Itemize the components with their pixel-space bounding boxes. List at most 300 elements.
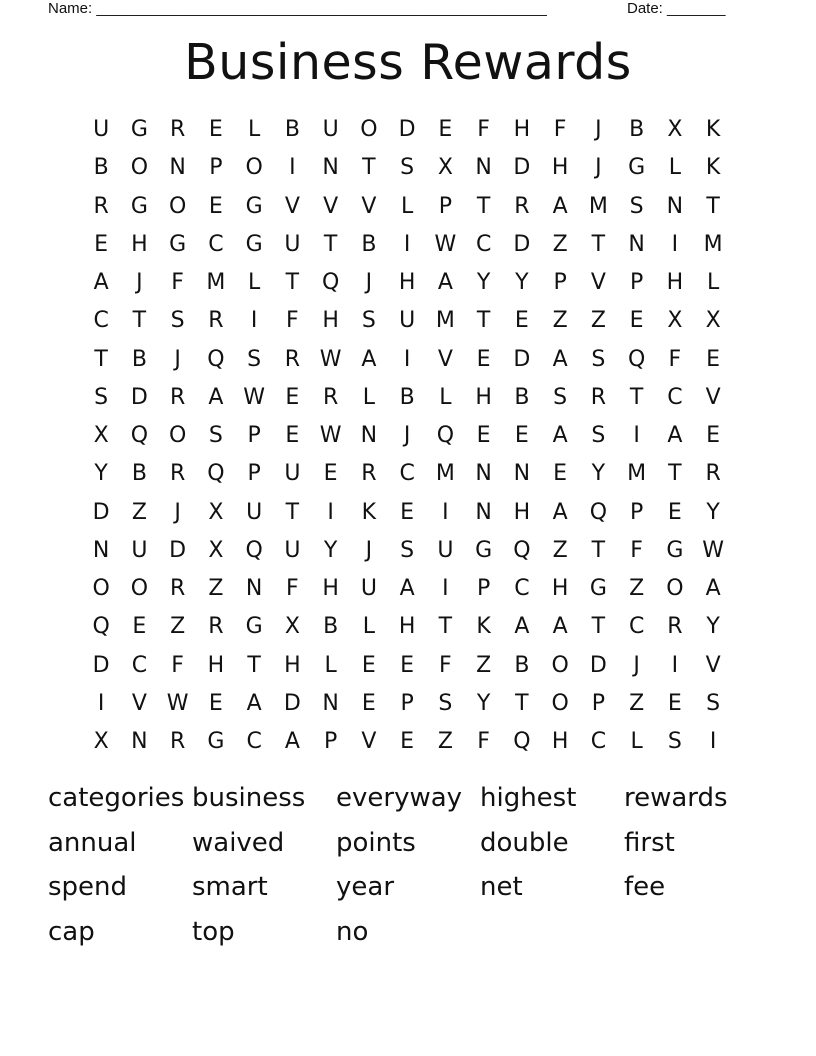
grid-letter[interactable]: V: [705, 652, 721, 678]
grid-letter[interactable]: E: [94, 231, 109, 257]
grid-letter[interactable]: A: [667, 423, 683, 448]
grid-letter[interactable]: T: [94, 346, 108, 372]
grid-letter[interactable]: I: [709, 729, 717, 754]
grid-letter[interactable]: Y: [476, 690, 491, 716]
grid-letter[interactable]: P: [591, 690, 606, 716]
grid-letter[interactable]: V: [437, 346, 453, 372]
grid-letter[interactable]: X: [93, 423, 109, 448]
grid-letter[interactable]: E: [208, 690, 223, 716]
grid-letter[interactable]: T: [285, 499, 300, 525]
grid-letter[interactable]: L: [668, 155, 681, 181]
grid-letter[interactable]: L: [439, 384, 452, 410]
grid-letter[interactable]: P: [438, 193, 453, 219]
grid-letter[interactable]: Z: [476, 652, 492, 678]
grid-letter[interactable]: G: [130, 193, 148, 219]
grid-letter[interactable]: T: [591, 537, 606, 563]
grid-letter[interactable]: I: [442, 499, 449, 525]
grid-letter[interactable]: Z: [208, 576, 224, 601]
grid-letter[interactable]: D: [283, 690, 301, 716]
word-list-item: double: [480, 827, 569, 858]
grid-letter[interactable]: D: [513, 346, 531, 372]
grid-letter[interactable]: G: [475, 537, 493, 563]
grid-letter[interactable]: F: [286, 576, 299, 601]
grid-letter[interactable]: J: [633, 652, 640, 678]
grid-letter[interactable]: Q: [92, 614, 110, 640]
grid-letter[interactable]: E: [667, 690, 682, 716]
grid-letter[interactable]: H: [551, 576, 569, 601]
grid-letter[interactable]: S: [361, 308, 376, 334]
grid-letter[interactable]: B: [399, 384, 415, 410]
grid-letter[interactable]: W: [702, 537, 724, 563]
grid-letter[interactable]: S: [629, 193, 644, 219]
grid-letter[interactable]: C: [628, 614, 645, 640]
grid-letter[interactable]: A: [437, 270, 453, 295]
grid-letter[interactable]: R: [169, 117, 186, 142]
grid-letter[interactable]: T: [285, 270, 300, 295]
grid-letter[interactable]: P: [247, 423, 261, 448]
grid-letter[interactable]: O: [168, 423, 187, 448]
grid-letter[interactable]: G: [207, 729, 225, 754]
grid-letter[interactable]: E: [514, 308, 529, 334]
grid-letter[interactable]: P: [247, 461, 261, 487]
grid-letter[interactable]: D: [398, 117, 416, 142]
grid-letter[interactable]: C: [514, 576, 530, 601]
grid-letter[interactable]: S: [706, 690, 721, 716]
word-list-item: first: [624, 827, 675, 858]
grid-letter[interactable]: R: [667, 614, 683, 640]
word-list-item: rewards: [624, 783, 728, 813]
grid-letter[interactable]: M: [206, 270, 226, 295]
grid-letter[interactable]: Y: [706, 614, 720, 640]
grid-letter[interactable]: V: [323, 193, 339, 219]
grid-letter[interactable]: D: [589, 652, 607, 678]
grid-letter[interactable]: B: [514, 384, 530, 410]
grid-letter[interactable]: P: [209, 155, 223, 181]
grid-letter[interactable]: O: [360, 117, 378, 142]
grid-letter[interactable]: L: [362, 614, 375, 640]
grid-letter[interactable]: U: [284, 537, 301, 563]
grid-letter[interactable]: V: [590, 270, 606, 295]
grid-letter[interactable]: L: [706, 270, 720, 295]
grid-letter[interactable]: R: [590, 384, 607, 410]
grid-letter[interactable]: L: [400, 193, 414, 219]
grid-letter[interactable]: J: [174, 499, 181, 525]
grid-letter[interactable]: T: [706, 193, 720, 219]
grid-letter[interactable]: Q: [207, 346, 225, 372]
grid-letter[interactable]: E: [132, 614, 147, 640]
grid-letter[interactable]: S: [591, 346, 606, 372]
grid-letter[interactable]: L: [362, 384, 375, 410]
grid-letter[interactable]: I: [97, 690, 105, 716]
grid-letter[interactable]: O: [168, 193, 187, 219]
grid-letter[interactable]: H: [322, 576, 339, 601]
grid-letter[interactable]: D: [92, 499, 110, 525]
grid-letter[interactable]: W: [434, 231, 457, 257]
grid-letter[interactable]: D: [513, 231, 531, 257]
grid-letter[interactable]: U: [284, 461, 301, 487]
grid-letter[interactable]: N: [475, 155, 492, 181]
grid-letter[interactable]: R: [208, 614, 224, 640]
grid-letter[interactable]: B: [629, 117, 645, 142]
grid-letter[interactable]: A: [705, 576, 721, 601]
grid-letter[interactable]: I: [633, 423, 640, 448]
grid-letter[interactable]: C: [399, 461, 415, 487]
grid-letter[interactable]: H: [513, 117, 531, 142]
grid-letter[interactable]: T: [629, 384, 644, 410]
grid-letter[interactable]: X: [208, 537, 224, 563]
grid-letter[interactable]: N: [92, 537, 110, 563]
grid-letter[interactable]: M: [435, 461, 455, 487]
grid-letter[interactable]: F: [668, 346, 682, 372]
grid-letter[interactable]: C: [208, 231, 224, 257]
grid-letter[interactable]: U: [93, 117, 110, 142]
grid-letter[interactable]: I: [403, 346, 411, 372]
grid-letter[interactable]: V: [361, 193, 377, 219]
grid-letter[interactable]: J: [136, 270, 143, 295]
grid-letter[interactable]: P: [629, 270, 644, 295]
grid-letter[interactable]: T: [247, 652, 261, 678]
grid-letter[interactable]: S: [247, 346, 262, 372]
grid-letter[interactable]: Z: [552, 537, 568, 563]
grid-letter[interactable]: J: [365, 537, 373, 563]
grid-letter[interactable]: U: [437, 537, 454, 563]
grid-letter[interactable]: M: [588, 193, 608, 219]
grid-letter[interactable]: E: [476, 423, 491, 448]
grid-letter[interactable]: M: [627, 461, 647, 487]
grid-letter[interactable]: H: [398, 614, 416, 640]
grid-letter[interactable]: P: [323, 729, 338, 754]
grid-letter[interactable]: N: [475, 461, 492, 487]
grid-letter[interactable]: Z: [629, 576, 645, 601]
grid-letter[interactable]: N: [666, 193, 684, 219]
grid-letter[interactable]: O: [666, 576, 684, 601]
grid-letter[interactable]: X: [437, 155, 453, 181]
name-field[interactable]: Name: ______________________________________________________: [48, 0, 547, 17]
grid-letter[interactable]: J: [403, 423, 411, 448]
grid-letter[interactable]: R: [514, 193, 530, 219]
grid-letter[interactable]: Y: [515, 270, 529, 295]
grid-letter[interactable]: N: [131, 729, 148, 754]
grid-letter[interactable]: M: [435, 308, 455, 334]
grid-letter[interactable]: E: [476, 346, 491, 372]
grid-letter[interactable]: B: [361, 231, 377, 257]
grid-letter[interactable]: Q: [245, 537, 263, 563]
grid-letter[interactable]: X: [284, 614, 300, 640]
grid-letter[interactable]: I: [327, 499, 334, 525]
grid-letter[interactable]: Q: [321, 270, 340, 295]
grid-letter[interactable]: T: [668, 461, 682, 487]
grid-letter[interactable]: U: [131, 537, 148, 563]
grid-letter[interactable]: B: [323, 614, 339, 640]
grid-letter[interactable]: C: [131, 652, 148, 678]
grid-letter[interactable]: D: [130, 384, 148, 410]
grid-letter[interactable]: U: [246, 499, 263, 525]
grid-letter[interactable]: O: [551, 690, 569, 716]
grid-letter[interactable]: Q: [513, 537, 531, 563]
grid-letter[interactable]: H: [131, 231, 148, 257]
grid-letter[interactable]: B: [514, 652, 530, 678]
grid-letter[interactable]: U: [322, 117, 339, 142]
grid-letter[interactable]: R: [284, 346, 301, 372]
grid-letter[interactable]: F: [477, 117, 490, 142]
grid-letter[interactable]: N: [245, 576, 263, 601]
grid-letter[interactable]: A: [284, 729, 300, 754]
grid-letter[interactable]: P: [476, 576, 491, 601]
grid-letter[interactable]: F: [286, 308, 299, 334]
grid-letter[interactable]: X: [705, 308, 721, 334]
grid-letter[interactable]: M: [703, 231, 723, 257]
grid-letter[interactable]: T: [591, 614, 606, 640]
grid-letter[interactable]: L: [630, 729, 643, 754]
grid-letter[interactable]: R: [169, 461, 186, 487]
grid-letter[interactable]: T: [323, 231, 338, 257]
grid-letter[interactable]: T: [591, 231, 606, 257]
grid-letter[interactable]: G: [169, 231, 187, 257]
grid-letter[interactable]: A: [552, 346, 568, 372]
grid-letter[interactable]: C: [246, 729, 262, 754]
grid-letter[interactable]: A: [514, 614, 530, 640]
grid-letter[interactable]: Z: [552, 308, 568, 334]
grid-letter[interactable]: F: [477, 729, 490, 754]
grid-letter[interactable]: S: [208, 423, 223, 448]
word-list-item: annual: [48, 827, 137, 858]
grid-letter[interactable]: Y: [706, 499, 720, 525]
grid-letter[interactable]: O: [551, 652, 569, 678]
grid-letter[interactable]: S: [438, 690, 453, 716]
grid-letter[interactable]: N: [513, 461, 531, 487]
grid-letter[interactable]: R: [93, 193, 109, 219]
grid-letter[interactable]: R: [208, 308, 224, 334]
grid-letter[interactable]: P: [400, 690, 414, 716]
grid-letter[interactable]: D: [513, 155, 531, 181]
grid-letter[interactable]: T: [438, 614, 453, 640]
grid-letter[interactable]: R: [361, 461, 377, 487]
grid-letter[interactable]: W: [243, 384, 265, 410]
grid-letter[interactable]: E: [400, 499, 415, 525]
grid-letter[interactable]: W: [166, 690, 189, 716]
grid-letter[interactable]: U: [399, 308, 416, 334]
grid-letter[interactable]: E: [208, 193, 223, 219]
grid-letter[interactable]: S: [553, 384, 568, 410]
grid-letter[interactable]: Q: [513, 729, 531, 754]
grid-letter[interactable]: D: [92, 652, 110, 678]
grid-letter[interactable]: T: [132, 308, 147, 334]
grid-letter[interactable]: Y: [476, 270, 491, 295]
grid-letter[interactable]: N: [322, 155, 339, 181]
grid-letter[interactable]: N: [628, 231, 645, 257]
grid-letter[interactable]: O: [130, 576, 149, 601]
grid-letter[interactable]: I: [671, 652, 679, 678]
grid-letter[interactable]: V: [131, 690, 147, 716]
grid-letter[interactable]: E: [208, 117, 223, 142]
grid-letter[interactable]: Q: [436, 423, 455, 448]
grid-letter[interactable]: R: [705, 461, 721, 487]
grid-letter[interactable]: L: [324, 652, 337, 678]
grid-letter[interactable]: V: [361, 729, 377, 754]
grid-letter[interactable]: C: [590, 729, 607, 754]
grid-letter[interactable]: D: [169, 537, 187, 563]
grid-letter[interactable]: E: [323, 461, 338, 487]
grid-letter[interactable]: I: [250, 308, 258, 334]
grid-letter[interactable]: A: [552, 423, 568, 448]
grid-letter[interactable]: N: [169, 155, 186, 181]
grid-letter[interactable]: J: [595, 117, 602, 142]
grid-letter[interactable]: Z: [437, 729, 453, 754]
grid-letter[interactable]: Z: [590, 308, 606, 334]
grid-letter[interactable]: H: [322, 308, 339, 334]
page-title: Business Rewards: [184, 34, 632, 91]
grid-letter[interactable]: A: [552, 193, 568, 219]
grid-letter[interactable]: F: [553, 117, 567, 142]
grid-letter[interactable]: W: [319, 346, 342, 372]
grid-letter[interactable]: H: [551, 155, 569, 181]
grid-letter[interactable]: I: [442, 576, 449, 601]
grid-letter[interactable]: E: [706, 346, 721, 372]
grid-letter[interactable]: C: [93, 308, 109, 334]
grid-letter[interactable]: S: [400, 155, 415, 181]
grid-letter[interactable]: I: [289, 155, 296, 181]
grid-letter[interactable]: N: [475, 499, 492, 525]
grid-letter[interactable]: A: [93, 270, 109, 295]
grid-letter[interactable]: E: [285, 384, 300, 410]
grid-letter[interactable]: R: [169, 384, 186, 410]
grid-letter[interactable]: E: [361, 690, 376, 716]
grid-letter[interactable]: O: [130, 155, 149, 181]
grid-letter[interactable]: G: [666, 537, 684, 563]
grid-letter[interactable]: J: [365, 270, 373, 295]
grid-letter[interactable]: G: [130, 117, 148, 142]
grid-letter[interactable]: S: [170, 308, 185, 334]
grid-letter[interactable]: R: [169, 729, 186, 754]
grid-letter[interactable]: I: [671, 231, 679, 257]
grid-letter[interactable]: A: [361, 346, 377, 372]
grid-letter[interactable]: S: [591, 423, 606, 448]
grid-letter[interactable]: Q: [589, 499, 608, 525]
grid-letter[interactable]: B: [93, 155, 109, 181]
grid-letter[interactable]: E: [400, 729, 415, 754]
grid-letter[interactable]: H: [284, 652, 301, 678]
word-list-item: fee: [624, 872, 666, 903]
date-field[interactable]: Date: _______: [627, 0, 726, 17]
grid-letter[interactable]: T: [476, 193, 491, 219]
grid-letter[interactable]: E: [361, 652, 376, 678]
grid-letter[interactable]: K: [476, 614, 491, 640]
grid-letter[interactable]: T: [476, 308, 491, 334]
grid-letter[interactable]: S: [94, 384, 109, 410]
grid-letter[interactable]: E: [400, 652, 415, 678]
grid-letter[interactable]: R: [169, 576, 186, 601]
grid-letter[interactable]: L: [247, 270, 261, 295]
grid-letter[interactable]: E: [553, 461, 568, 487]
grid-letter[interactable]: C: [475, 231, 492, 257]
grid-letter[interactable]: H: [513, 499, 531, 525]
grid-letter[interactable]: X: [93, 729, 109, 754]
grid-letter[interactable]: H: [475, 384, 492, 410]
grid-letter[interactable]: S: [400, 537, 415, 563]
word-list-item: everyway: [336, 783, 463, 813]
grid-letter[interactable]: X: [208, 499, 224, 525]
grid-letter[interactable]: K: [705, 155, 721, 181]
grid-letter[interactable]: S: [667, 729, 682, 754]
grid-letter[interactable]: B: [284, 117, 300, 142]
grid-letter[interactable]: E: [285, 423, 300, 448]
grid-letter[interactable]: X: [667, 308, 683, 334]
grid-letter[interactable]: Y: [591, 461, 606, 487]
grid-letter[interactable]: I: [403, 231, 411, 257]
grid-letter[interactable]: W: [319, 423, 342, 448]
grid-letter[interactable]: A: [399, 576, 415, 601]
grid-letter[interactable]: L: [247, 117, 261, 142]
grid-letter[interactable]: T: [362, 155, 376, 181]
grid-letter[interactable]: H: [551, 729, 569, 754]
grid-letter[interactable]: Z: [131, 499, 147, 525]
grid-letter[interactable]: N: [322, 690, 339, 716]
grid-letter[interactable]: E: [667, 499, 682, 525]
grid-letter[interactable]: F: [171, 652, 184, 678]
grid-letter[interactable]: J: [174, 346, 181, 372]
grid-letter[interactable]: E: [629, 308, 644, 334]
grid-letter[interactable]: F: [630, 537, 643, 563]
grid-letter[interactable]: J: [595, 155, 602, 181]
grid-letter[interactable]: G: [589, 576, 607, 601]
grid-letter[interactable]: U: [360, 576, 377, 601]
grid-letter[interactable]: T: [515, 690, 529, 716]
grid-letter[interactable]: U: [284, 231, 301, 257]
grid-letter[interactable]: A: [552, 614, 568, 640]
grid-letter[interactable]: H: [666, 270, 684, 295]
grid-letter[interactable]: F: [171, 270, 184, 295]
grid-letter[interactable]: E: [438, 117, 453, 142]
word-list-item: top: [192, 917, 235, 948]
grid-letter[interactable]: C: [667, 384, 683, 410]
grid-letter[interactable]: Q: [130, 423, 149, 448]
grid-letter[interactable]: H: [207, 652, 225, 678]
grid-letter[interactable]: Z: [552, 231, 568, 257]
grid-letter[interactable]: Z: [170, 614, 186, 640]
grid-letter[interactable]: Y: [323, 537, 338, 563]
grid-letter[interactable]: X: [667, 117, 683, 142]
grid-letter[interactable]: G: [628, 155, 646, 181]
grid-letter[interactable]: K: [705, 117, 721, 142]
grid-letter[interactable]: P: [629, 499, 644, 525]
grid-letter[interactable]: K: [361, 499, 377, 525]
grid-letter[interactable]: Q: [207, 461, 225, 487]
grid-letter[interactable]: R: [322, 384, 339, 410]
grid-letter[interactable]: Z: [629, 690, 645, 716]
grid-letter[interactable]: E: [514, 423, 529, 448]
grid-letter[interactable]: P: [553, 270, 567, 295]
grid-letter[interactable]: B: [131, 346, 147, 372]
grid-letter[interactable]: E: [706, 423, 721, 448]
grid-letter[interactable]: H: [398, 270, 416, 295]
grid-letter[interactable]: B: [131, 461, 147, 487]
grid-letter[interactable]: G: [245, 193, 263, 219]
word-list-item: waived: [192, 827, 285, 858]
grid-letter[interactable]: O: [92, 576, 110, 601]
grid-letter[interactable]: G: [245, 614, 263, 640]
grid-letter[interactable]: A: [208, 384, 224, 410]
grid-letter[interactable]: A: [246, 690, 262, 716]
grid-letter[interactable]: F: [439, 652, 452, 678]
grid-letter[interactable]: A: [552, 499, 568, 525]
grid-letter[interactable]: V: [705, 384, 721, 410]
grid-letter[interactable]: V: [284, 193, 300, 219]
grid-letter[interactable]: N: [360, 423, 378, 448]
grid-letter[interactable]: Y: [94, 461, 108, 487]
grid-letter[interactable]: O: [245, 155, 263, 181]
grid-letter[interactable]: Q: [627, 346, 646, 372]
grid-letter[interactable]: G: [245, 231, 263, 257]
